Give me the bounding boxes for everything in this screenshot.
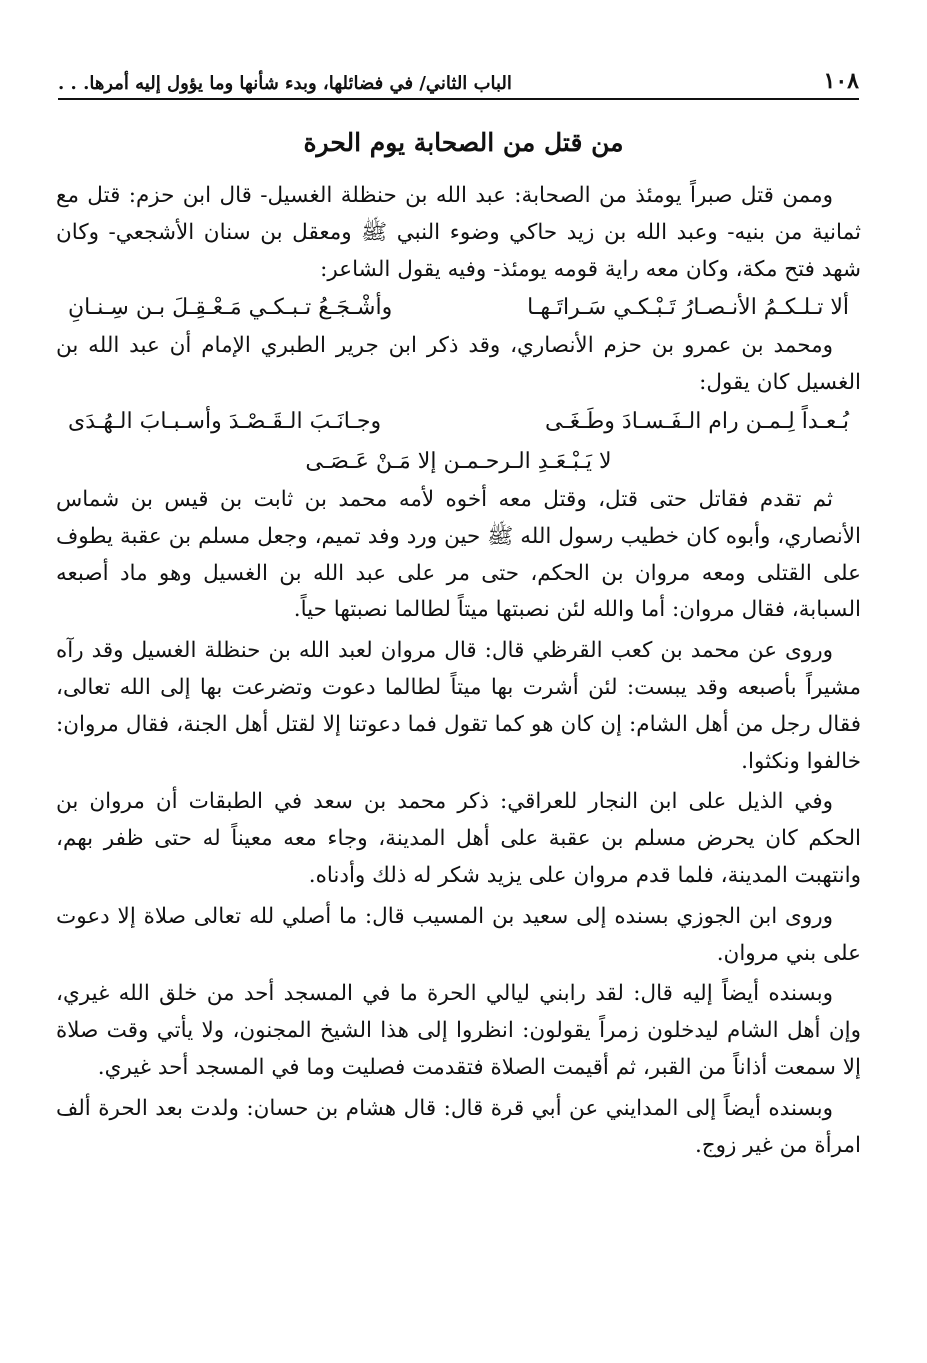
paragraph: ثم تقدم فقاتل حتى قتل، وقتل معه أخوه لأمه محمد بن ثابت بن قيس بن شماس الأنصاري، وأبوه كان خطيب رسول الله ﷺ حين ورد وفد تميم، وجعل مسلم بن عقبة يطوف على القتلى ومعه مروان بن الحكم، حتى مر على عبد الله بن الغسيل وهو ماد أصبعه السبابة، فقال مروان: أما والله لئن نصبتها ميتاً لطالما نصبتها حياً. (56, 486, 861, 623)
running-header (58, 58, 859, 100)
verse-hemistich: بُـعـداً لِـمـن رام الـفَـسـادَ وطَـغَـى (544, 408, 849, 434)
paragraph: وروى عن محمد بن كعب القرظي قال: قال مروان لعبد الله بن حنظلة الغسيل وقد رآه مشيراً بأصبعه وقد يبست: لئن أشرت بها ميتاً لطالما دعوت وتضرعت بها إلى الله تعالى، فقال رجل من أهل الشام: إن كان هو كما تقول فما دعوتنا إلا لقتل أهل الجنة، فقال مروان: خالفوا ونكثوا. (56, 638, 861, 774)
paragraph: وبسنده أيضاً إليه قال: لقد رابني ليالي الحرة ما في المسجد أحد من خلق الله غيري، وإن أهل الشام ليدخلون زمراً يقولون: انظروا إلى هذا الشيخ المجنون، ولا يأتي وقت صلاة إلا سمعت أذاناً من القبر، ثم أقيمت الصلاة فتقدمت فصليت وما في المسجد أحد غيري. (56, 981, 861, 1080)
verse-hemistich: وأشْـجَـعُ تـبـكـي مَـعْـقِـلَ بـن سِـنـانِ (68, 295, 393, 321)
body-text (56, 178, 861, 1164)
section-title: من قتل من الصحابة يوم الحرة (303, 128, 624, 157)
verse-hemistich: لا يَـبْـعَـدِ الـرحـمـن إلا مَـنْ عَـصَـى (305, 448, 612, 474)
paragraph: ومحمد بن عمرو بن حزم الأنصاري، وقد ذكر ابن جرير الطبري الإمام أن عبد الله بن الغسيل كان يقول: (56, 333, 861, 396)
verse-line (56, 288, 861, 328)
page-number: ١٠٨ (823, 68, 859, 94)
verse-line (56, 442, 861, 482)
paragraph: وممن قتل صبراً يومئذ من الصحابة: عبد الله بن حنظلة الغسيل- قال ابن حزم: قتل مع ثمانية من بنيه- وعبد الله بن زيد حاكي وضوء النبي ﷺ ومعقل بن سنان الأشجعي- وكان شهد فتح مكة، وكان معه راية قومه يومئذ- وفيه يقول الشاعر: (56, 183, 861, 282)
chapter-title: الباب الثاني/ في فضائلها، وبدء شأنها وما يؤول إليه أمرها. . . (58, 73, 512, 94)
verse-hemistich: وجـانَـبَ الـقَـصْـدَ وأسـبـابَ الـهُـدَى (68, 408, 382, 434)
paragraph: وفي الذيل على ابن النجار للعراقي: ذكر محمد بن سعد في الطبقات أن مروان بن الحكم كان يحرض مسلم بن عقبة على أهل المدينة، وجاء معه معيناً له حتى ظفر بهم، وانتهبت المدينة، فلما قدم مروان على يزيد شكر له ذلك وأدناه. (56, 789, 861, 888)
verse-line (56, 402, 861, 442)
paragraph: وروى ابن الجوزي بسنده إلى سعيد بن المسيب قال: ما أصلي لله تعالى صلاة إلا دعوت على بني مروان. (56, 903, 861, 966)
verse-hemistich: ألا تـلـكـمُ الأنـصـارُ تَـبْـكـي سَـراتَـهـا (527, 295, 849, 321)
paragraph: وبسنده أيضاً إلى المدايني عن أبي قرة قال: قال هشام بن حسان: ولدت بعد الحرة ألف امرأة من غير زوج. (56, 1095, 861, 1158)
